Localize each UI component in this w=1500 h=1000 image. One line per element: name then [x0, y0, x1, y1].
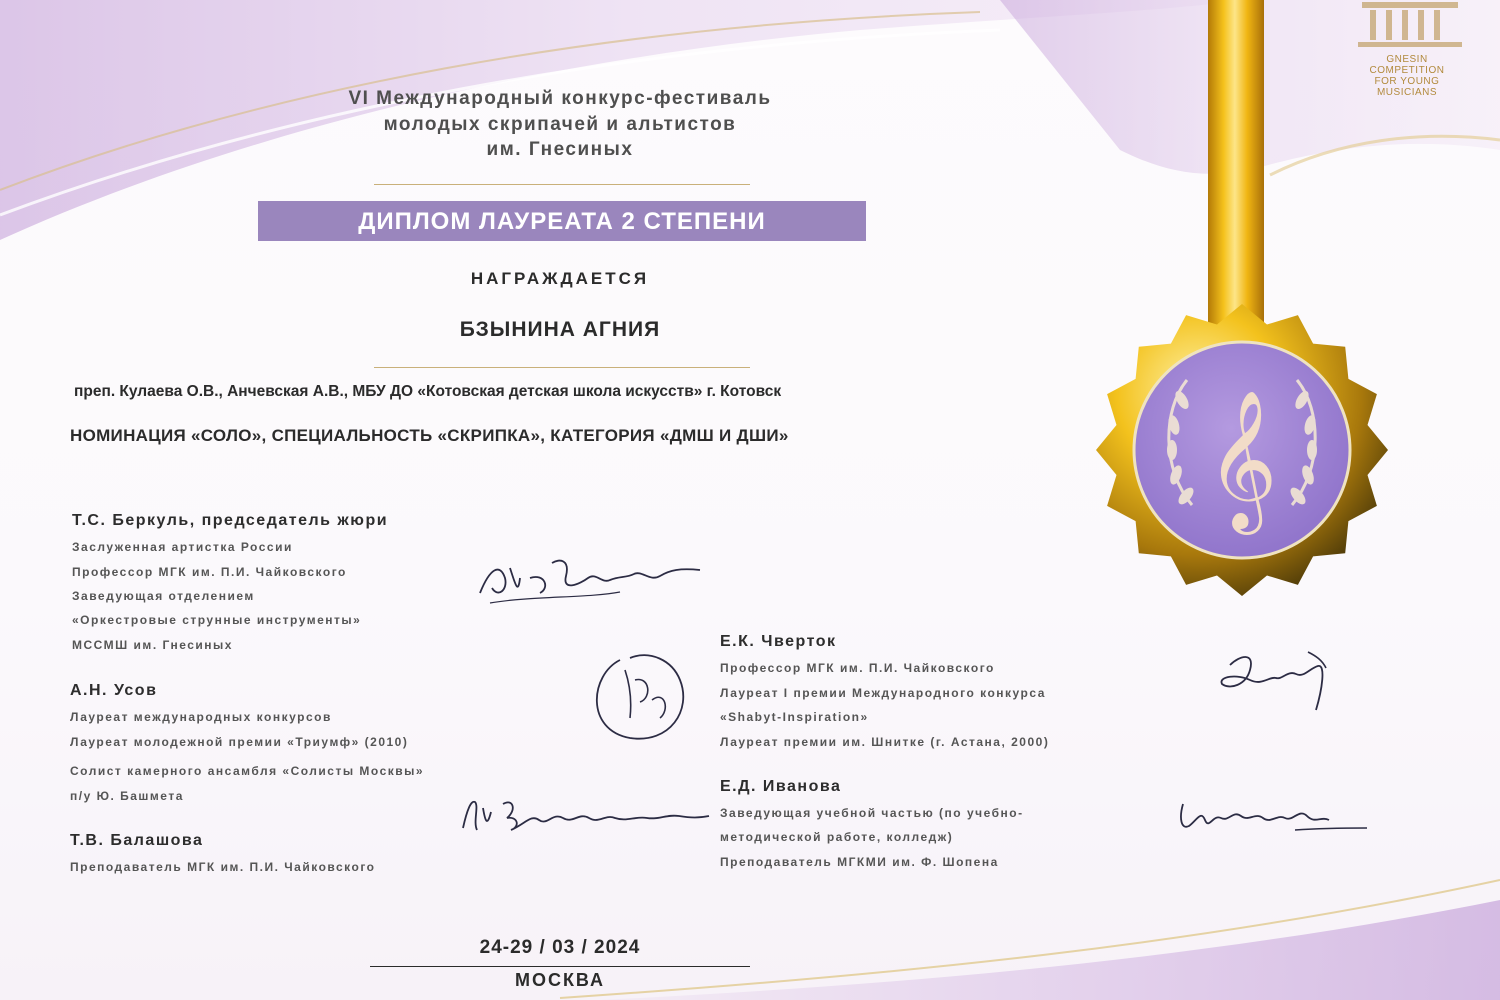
jury-detail: Преподаватель МГК им. П.И. Чайковского — [70, 860, 376, 874]
signature-berkul — [470, 548, 710, 608]
teachers-line: преп. Кулаева О.В., Анчевская А.В., МБУ ДО «Котовская детская школа искусств» г. Котовск — [74, 383, 782, 400]
jury-detail: Заведующая отделением — [72, 589, 255, 603]
treble-clef-icon: 𝄞 — [1206, 390, 1278, 529]
jury-detail: Заведующая учебной частью (по учебно- — [720, 806, 1024, 820]
jury-name: Т.С. Беркуль, председатель жюри — [72, 512, 389, 529]
signature-ivanova — [1175, 790, 1375, 840]
jury-detail: п/у Ю. Башмета — [70, 789, 184, 803]
jury-name: Е.К. Чверток — [720, 633, 837, 650]
jury-detail: «Оркестровые струнные инструменты» — [72, 613, 362, 627]
award-seal — [1092, 300, 1392, 600]
awarded-label: НАГРАЖДАЕТСЯ — [470, 269, 650, 288]
jury-detail: Лауреат I премии Международного конкурса — [720, 686, 1046, 700]
divider — [370, 966, 750, 967]
jury-name: Е.Д. Иванова — [720, 778, 842, 795]
signature-usov — [580, 640, 700, 750]
jury-detail: Лауреат молодежной премии «Триумф» (2010) — [70, 735, 409, 749]
diploma-title: ДИПЛОМ ЛАУРЕАТА 2 СТЕПЕНИ — [358, 208, 766, 235]
nomination-line: НОМИНАЦИЯ «СОЛО», СПЕЦИАЛЬНОСТЬ «СКРИПКА», КАТЕГОРИЯ «ДМШ И ДШИ» — [70, 426, 789, 445]
jury-detail: Профессор МГК им. П.И. Чайковского — [720, 661, 995, 675]
jury-detail: Лауреат премии им. Шнитке (г. Астана, 2000) — [720, 735, 1050, 749]
festival-title-line-3: им. Гнесиных — [486, 139, 634, 160]
jury-detail: методической работе, колледж) — [720, 830, 954, 844]
divider — [374, 184, 750, 185]
logo-text: GNESIN COMPETITION FOR YOUNG MUSICIANS — [1369, 54, 1445, 98]
festival-title-line-2: молодых скрипачей и альтистов — [383, 114, 737, 135]
jury-detail: МССМШ им. Гнесиных — [72, 638, 233, 652]
jury-detail: Преподаватель МГКМИ им. Ф. Шопена — [720, 855, 999, 869]
jury-detail: Профессор МГК им. П.И. Чайковского — [72, 565, 347, 579]
jury-detail: Солист камерного ансамбля «Солисты Москвы» — [70, 764, 425, 778]
divider — [374, 367, 750, 368]
recipient-name: БЗЫНИНА АГНИЯ — [459, 318, 661, 341]
jury-name: А.Н. Усов — [70, 682, 158, 699]
event-city: МОСКВА — [514, 970, 606, 990]
jury-detail: Заслуженная артистка России — [72, 540, 293, 554]
event-dates: 24-29 / 03 / 2024 — [479, 937, 641, 958]
jury-detail: «Shabyt-Inspiration» — [720, 710, 869, 724]
signature-balashova — [455, 790, 715, 840]
jury-name: Т.В. Балашова — [70, 832, 204, 849]
jury-detail: Лауреат международных конкурсов — [70, 710, 332, 724]
signature-chvertok — [1210, 640, 1340, 720]
festival-title-line-1: VI Международный конкурс-фестиваль — [348, 88, 772, 109]
